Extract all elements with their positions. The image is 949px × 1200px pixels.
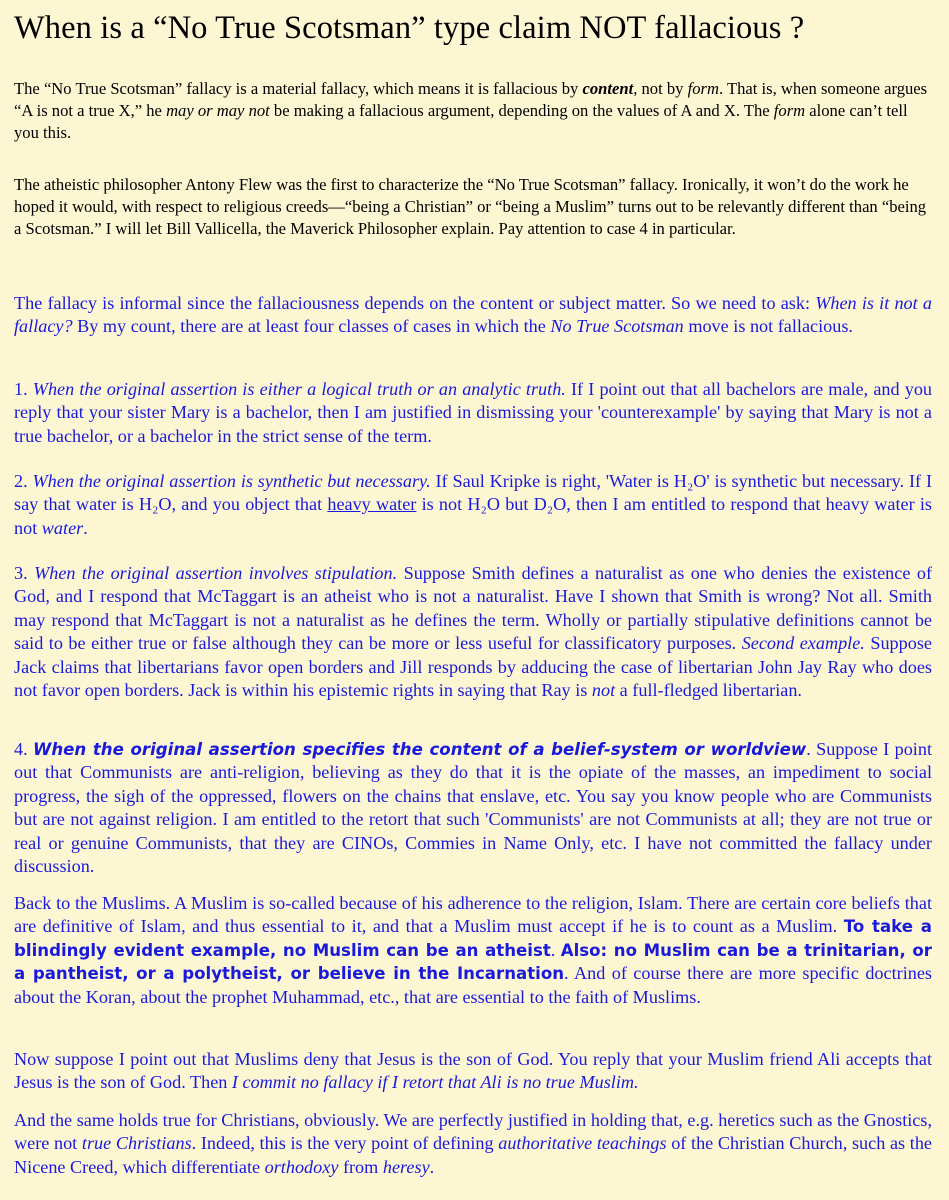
case-1-paragraph: 1. When the original assertion is either a logical truth or an analytic truth. If I point out that all bachelors are male, and you reply that your sister Mary is a bachelor, then I am justified in dismissing your 'counterexample' by saying that Mary is not a true bachelor, or a bachelor in the strict sense of the term. <box>14 379 933 446</box>
muslims-paragraph: Back to the Muslims. A Muslim is so-called because of his adherence to the religion, Islam. There are certain core beliefs that are definitive of Islam, and thus essential to it, and that a Muslim must accept if he is to count as a Muslim. To take a blindingly evident example, no Muslim can be an atheist. Also: no Muslim can be a trinitarian, or a pantheist, or a polytheist, or believe in the Incarnation. And of course there are more specific doctrines about the Koran, about the prophet Muhammad, etc., that are essential to the faith of Muslims. <box>14 893 932 1007</box>
final-paragraph: And the same holds true for Christians, obviously. We are perfectly justified in holding that, e.g. heretics such as the Gnostics, were not true Christians. Indeed, this is the very point of defining authoritative teachings of the Christian Church, such as the Nicene Creed, which differentiate orthodoxy from heresy. <box>14 1110 933 1177</box>
case-4-paragraph: 4. When the original assertion specifies the content of a belief-system or worldview. Suppose I point out that Communists are anti-religion, believing as they do that it is the opiate of the masses, an impediment to social progress, the sigh of the oppressed, flowers on the chains that enslave, etc. You say you know people who are Communists but are not against religion. I am entitled to the retort that such 'Communists' are not Communists at all; they are not true or real or genuine Communists, that they are CINOs, Commies in Name Only, etc. I have not committed the fallacy under discussion. <box>14 739 933 877</box>
emphasis-form: form <box>687 79 719 98</box>
intro-paragraph-1: The “No True Scotsman” fallacy is a material fallacy, which means it is fallacious by content, not by form. That is, when someone argues “A is not a true X,” he may or may not be making a fallacious argument, depending on the values of A and X. The form alone can’t tell you this. <box>14 79 928 142</box>
case-3-paragraph: 3. When the original assertion involves stipulation. Suppose Smith defines a naturalist as one who denies the existence of God, and I respond that McTaggart is an atheist who is not a naturalist. Have I shown that Smith is wrong? Not all. Smith may respond that McTaggart is not a naturalist as he defines the term. Wholly or partially stipulative definitions cannot be said to be either true or false although they can be more or less useful for classificatory purposes. Second example. Suppose Jack claims that libertarians favor open borders and Jill responds by adducing the case of libertarian John Jay Ray who does not favor open borders. Jack is within his epistemic rights in saying that Ray is not a full-fledged libertarian. <box>14 563 932 701</box>
page-title: When is a “No True Scotsman” type claim NOT fallacious ? <box>14 10 805 46</box>
case-1-heading: When the original assertion is either a logical truth or an analytic truth. <box>32 379 566 399</box>
case-3-heading: When the original assertion involves stipulation. <box>34 563 398 583</box>
case-4-heading: When the original assertion specifies the content of a belief-system or worldview <box>33 740 807 759</box>
case-2-heading: When the original assertion is synthetic but necessary. <box>32 471 431 491</box>
quote-intro-paragraph: The fallacy is informal since the fallaciousness depends on the content or subject matter. So we need to ask: When is it not a fallacy? By my count, there are at least four classes of cases in which the No True Scotsman move is not fallacious. <box>14 293 932 337</box>
bold-claim-trinitarian: Also: no Muslim can be a trinitarian, or a pantheist, or a polytheist, or believe in the Incarnation <box>14 940 932 984</box>
emphasis-content: content <box>582 79 634 98</box>
emphasis-may-or-may-not: may or may not <box>166 101 270 120</box>
bold-claim-atheist: To take a blindingly evident example, no Muslim can be an atheist <box>14 917 932 960</box>
intro-paragraph-2: The atheistic philosopher Antony Flew was the first to characterize the “No True Scotsman” fallacy. Ironically, it won’t do the work he hoped it would, with respect to religious creeds—“being a Christian” or “being a Muslim” turns out to be relevantly different than “being a Scotsman.” I will let Bill Vallicella, the Maverick Philosopher explain. Pay attention to case 4 in particular. <box>14 175 927 238</box>
heavy-water-link[interactable]: heavy water <box>327 494 417 515</box>
case-2-paragraph: 2. When the original assertion is synthetic but necessary. If Saul Kripke is right, 'Water is H₂O' is synthetic but necessary. If I say that water is H₂O, and you object that heavy water is not H₂O but D₂O, then I am entitled to respond that heavy water is not water. <box>14 471 933 538</box>
suppose-paragraph: Now suppose I point out that Muslims deny that Jesus is the son of God. You reply that your Muslim friend Ali accepts that Jesus is the son of God. Then I commit no fallacy if I retort that Ali is no true Muslim. <box>14 1049 932 1093</box>
emphasis-form-2: form <box>773 101 806 120</box>
